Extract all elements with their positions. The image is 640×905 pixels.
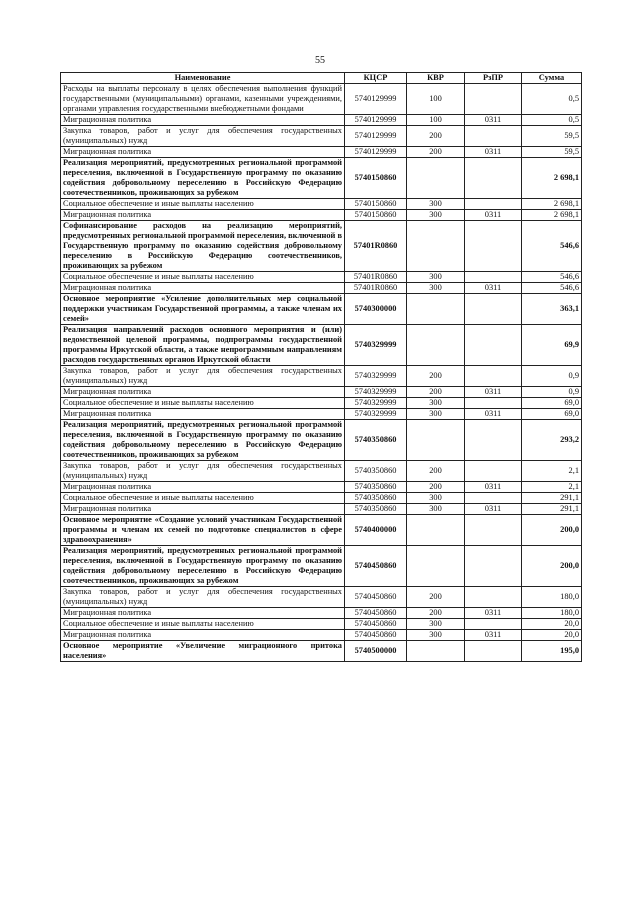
- cell-kvr: 200: [407, 587, 465, 608]
- header-kvr: КВР: [407, 73, 465, 84]
- cell-kvr: 300: [407, 272, 465, 283]
- table-row: [61, 420, 582, 461]
- table-row: [61, 461, 582, 482]
- cell-name: Закупка товаров, работ и услуг для обеспечения государственных (муниципальных) нужд: [61, 126, 345, 147]
- cell-name: Миграционная политика: [61, 608, 345, 619]
- header-rzpr: РзПР: [465, 73, 522, 84]
- cell-sum: 0,5: [522, 84, 582, 115]
- cell-name: Миграционная политика: [61, 504, 345, 515]
- cell-kvr: 300: [407, 504, 465, 515]
- cell-kcsr: 5740329999: [345, 325, 407, 366]
- cell-rzpr: [465, 493, 522, 504]
- header-name: Наименование: [61, 73, 345, 84]
- cell-rzpr: [465, 325, 522, 366]
- cell-kcsr: 5740450860: [345, 619, 407, 630]
- table-row: [61, 587, 582, 608]
- cell-kcsr: 5740350860: [345, 461, 407, 482]
- cell-kvr: [407, 420, 465, 461]
- cell-name: Миграционная политика: [61, 115, 345, 126]
- cell-name: Реализация направлений расходов основного мероприятия и (или) ведомственной целевой программы, подпрограммы государственной программы Иркутской области, а также непрограммным направлениям расходов государственных органов Иркутской области: [61, 325, 345, 366]
- cell-kvr: 300: [407, 398, 465, 409]
- cell-rzpr: 0311: [465, 387, 522, 398]
- cell-name: Миграционная политика: [61, 630, 345, 641]
- cell-rzpr: [465, 546, 522, 587]
- cell-name: Реализация мероприятий, предусмотренных региональной программой переселения, включенной в Государственную программу по оказанию содействия добровольному переселению в Российскую Федерацию соотечественников, проживающих за рубежом: [61, 158, 345, 199]
- cell-kcsr: 5740350860: [345, 482, 407, 493]
- cell-rzpr: 0311: [465, 608, 522, 619]
- header-sum: Сумма: [522, 73, 582, 84]
- table-row: [61, 325, 582, 366]
- cell-sum: 546,6: [522, 221, 582, 272]
- cell-sum: 69,0: [522, 398, 582, 409]
- cell-sum: 293,2: [522, 420, 582, 461]
- cell-rzpr: [465, 199, 522, 210]
- table-row: [61, 493, 582, 504]
- cell-rzpr: 0311: [465, 147, 522, 158]
- table-row: [61, 158, 582, 199]
- cell-name: Миграционная политика: [61, 387, 345, 398]
- cell-rzpr: 0311: [465, 283, 522, 294]
- cell-kcsr: 5740329999: [345, 366, 407, 387]
- cell-name: Социальное обеспечение и иные выплаты населению: [61, 272, 345, 283]
- cell-rzpr: [465, 366, 522, 387]
- cell-kcsr: 5740450860: [345, 630, 407, 641]
- cell-kvr: [407, 515, 465, 546]
- cell-rzpr: [465, 420, 522, 461]
- cell-sum: 200,0: [522, 515, 582, 546]
- table-row: [61, 115, 582, 126]
- cell-sum: 200,0: [522, 546, 582, 587]
- cell-sum: 291,1: [522, 493, 582, 504]
- table-row: [61, 546, 582, 587]
- cell-kcsr: 57401R0860: [345, 221, 407, 272]
- table-row: [61, 482, 582, 493]
- table-row: [61, 272, 582, 283]
- cell-name: Миграционная политика: [61, 283, 345, 294]
- cell-kcsr: 57401R0860: [345, 283, 407, 294]
- table-row: [61, 294, 582, 325]
- cell-sum: 0,9: [522, 366, 582, 387]
- table-body: [61, 84, 582, 662]
- cell-name: Миграционная политика: [61, 482, 345, 493]
- table-row: [61, 641, 582, 662]
- cell-name: Миграционная политика: [61, 147, 345, 158]
- cell-sum: 180,0: [522, 587, 582, 608]
- header-kcsr: КЦСР: [345, 73, 407, 84]
- cell-name: Закупка товаров, работ и услуг для обеспечения государственных (муниципальных) нужд: [61, 366, 345, 387]
- cell-sum: 2 698,1: [522, 158, 582, 199]
- cell-rzpr: [465, 158, 522, 199]
- cell-kvr: 200: [407, 147, 465, 158]
- cell-kvr: 300: [407, 619, 465, 630]
- cell-kcsr: 5740300000: [345, 294, 407, 325]
- cell-rzpr: [465, 221, 522, 272]
- cell-name: Основное мероприятие «Увеличение миграционного притока населения»: [61, 641, 345, 662]
- cell-rzpr: [465, 587, 522, 608]
- cell-sum: 2,1: [522, 461, 582, 482]
- cell-name: Закупка товаров, работ и услуг для обеспечения государственных (муниципальных) нужд: [61, 461, 345, 482]
- cell-name: Основное мероприятие «Усиление дополнительных мер социальной поддержки участникам Государственной программы, а также членам их семей»: [61, 294, 345, 325]
- cell-kcsr: 5740129999: [345, 126, 407, 147]
- cell-name: Социальное обеспечение и иные выплаты населению: [61, 619, 345, 630]
- cell-kcsr: 5740150860: [345, 158, 407, 199]
- cell-kvr: 300: [407, 199, 465, 210]
- table-row: [61, 210, 582, 221]
- budget-table: [60, 72, 582, 662]
- cell-kcsr: 5740329999: [345, 387, 407, 398]
- cell-kvr: [407, 294, 465, 325]
- cell-sum: 0,9: [522, 387, 582, 398]
- table-row: [61, 387, 582, 398]
- cell-sum: 546,6: [522, 283, 582, 294]
- cell-kvr: 200: [407, 461, 465, 482]
- cell-rzpr: [465, 641, 522, 662]
- cell-sum: 20,0: [522, 630, 582, 641]
- cell-name: Закупка товаров, работ и услуг для обеспечения государственных (муниципальных) нужд: [61, 587, 345, 608]
- cell-kvr: 200: [407, 482, 465, 493]
- cell-kcsr: 5740150860: [345, 210, 407, 221]
- cell-kcsr: 5740450860: [345, 587, 407, 608]
- cell-kcsr: 5740350860: [345, 493, 407, 504]
- cell-kvr: [407, 221, 465, 272]
- cell-rzpr: [465, 619, 522, 630]
- cell-rzpr: [465, 126, 522, 147]
- cell-sum: 69,0: [522, 409, 582, 420]
- cell-name: Социальное обеспечение и иные выплаты населению: [61, 398, 345, 409]
- cell-kvr: 200: [407, 387, 465, 398]
- cell-kvr: 300: [407, 283, 465, 294]
- cell-sum: 291,1: [522, 504, 582, 515]
- table-row: [61, 398, 582, 409]
- cell-name: Основное мероприятие «Создание условий участникам Государственной программы и членам их семей по подготовке специалистов в сфере здравоохранения»: [61, 515, 345, 546]
- cell-kvr: [407, 325, 465, 366]
- table-row: [61, 147, 582, 158]
- cell-kvr: 200: [407, 366, 465, 387]
- cell-name: Реализация мероприятий, предусмотренных региональной программой переселения, включенной в Государственную программу по оказанию содействия добровольному переселению в Российскую Федерацию соотечественников, проживающих за рубежом: [61, 546, 345, 587]
- cell-sum: 20,0: [522, 619, 582, 630]
- table-row: [61, 283, 582, 294]
- cell-rzpr: [465, 461, 522, 482]
- cell-kvr: 300: [407, 210, 465, 221]
- cell-rzpr: 0311: [465, 115, 522, 126]
- table-header-row: [61, 73, 582, 84]
- table-row: [61, 221, 582, 272]
- cell-sum: 0,5: [522, 115, 582, 126]
- cell-name: Реализация мероприятий, предусмотренных региональной программой переселения, включенной в Государственную программу по оказанию содействия добровольному переселению в Российскую Федерацию соотечественников, проживающих за рубежом: [61, 420, 345, 461]
- cell-kcsr: 5740400000: [345, 515, 407, 546]
- cell-kvr: 100: [407, 84, 465, 115]
- table-row: [61, 608, 582, 619]
- cell-rzpr: [465, 515, 522, 546]
- cell-rzpr: 0311: [465, 210, 522, 221]
- cell-rzpr: 0311: [465, 409, 522, 420]
- table-row: [61, 619, 582, 630]
- table-row: [61, 366, 582, 387]
- table-row: [61, 409, 582, 420]
- cell-name: Миграционная политика: [61, 210, 345, 221]
- cell-name: Социальное обеспечение и иные выплаты населению: [61, 493, 345, 504]
- cell-sum: 546,6: [522, 272, 582, 283]
- cell-name: Расходы на выплаты персоналу в целях обеспечения выполнения функций государственными (муниципальными) органами, казенными учреждениями, органами управления государственными внебюджетными фондами: [61, 84, 345, 115]
- table-row: [61, 504, 582, 515]
- cell-sum: 2,1: [522, 482, 582, 493]
- cell-kcsr: 5740129999: [345, 147, 407, 158]
- cell-kvr: 300: [407, 630, 465, 641]
- cell-sum: 363,1: [522, 294, 582, 325]
- cell-kcsr: 5740150860: [345, 199, 407, 210]
- table-row: [61, 126, 582, 147]
- table-row: [61, 84, 582, 115]
- cell-kvr: 300: [407, 409, 465, 420]
- cell-sum: 59,5: [522, 126, 582, 147]
- cell-kvr: 300: [407, 493, 465, 504]
- table-row: [61, 630, 582, 641]
- cell-kcsr: 5740129999: [345, 115, 407, 126]
- cell-sum: 180,0: [522, 608, 582, 619]
- cell-rzpr: [465, 84, 522, 115]
- cell-sum: 59,5: [522, 147, 582, 158]
- cell-name: Миграционная политика: [61, 409, 345, 420]
- cell-kvr: 200: [407, 126, 465, 147]
- page-number: 55: [315, 55, 325, 66]
- cell-sum: 2 698,1: [522, 199, 582, 210]
- cell-sum: 2 698,1: [522, 210, 582, 221]
- cell-kcsr: 5740350860: [345, 504, 407, 515]
- table-row: [61, 515, 582, 546]
- table-row: [61, 199, 582, 210]
- cell-kcsr: 5740500000: [345, 641, 407, 662]
- cell-kvr: [407, 546, 465, 587]
- cell-kcsr: 5740129999: [345, 84, 407, 115]
- cell-kcsr: 5740329999: [345, 409, 407, 420]
- cell-kcsr: 57401R0860: [345, 272, 407, 283]
- cell-rzpr: 0311: [465, 482, 522, 493]
- cell-kvr: 100: [407, 115, 465, 126]
- cell-kvr: [407, 641, 465, 662]
- cell-kcsr: 5740329999: [345, 398, 407, 409]
- cell-kcsr: 5740450860: [345, 608, 407, 619]
- cell-kvr: 200: [407, 608, 465, 619]
- cell-rzpr: [465, 272, 522, 283]
- cell-kvr: [407, 158, 465, 199]
- cell-rzpr: 0311: [465, 504, 522, 515]
- cell-rzpr: [465, 294, 522, 325]
- cell-kcsr: 5740350860: [345, 420, 407, 461]
- cell-kcsr: 5740450860: [345, 546, 407, 587]
- cell-rzpr: 0311: [465, 630, 522, 641]
- cell-rzpr: [465, 398, 522, 409]
- cell-sum: 195,0: [522, 641, 582, 662]
- cell-sum: 69,9: [522, 325, 582, 366]
- cell-name: Социальное обеспечение и иные выплаты населению: [61, 199, 345, 210]
- cell-name: Софинансирование расходов на реализацию мероприятий, предусмотренных региональной программой переселения, включенной в Государственную программу по оказанию содействия добровольному переселению в Российскую Федерацию соотечественников, проживающих за рубежом: [61, 221, 345, 272]
